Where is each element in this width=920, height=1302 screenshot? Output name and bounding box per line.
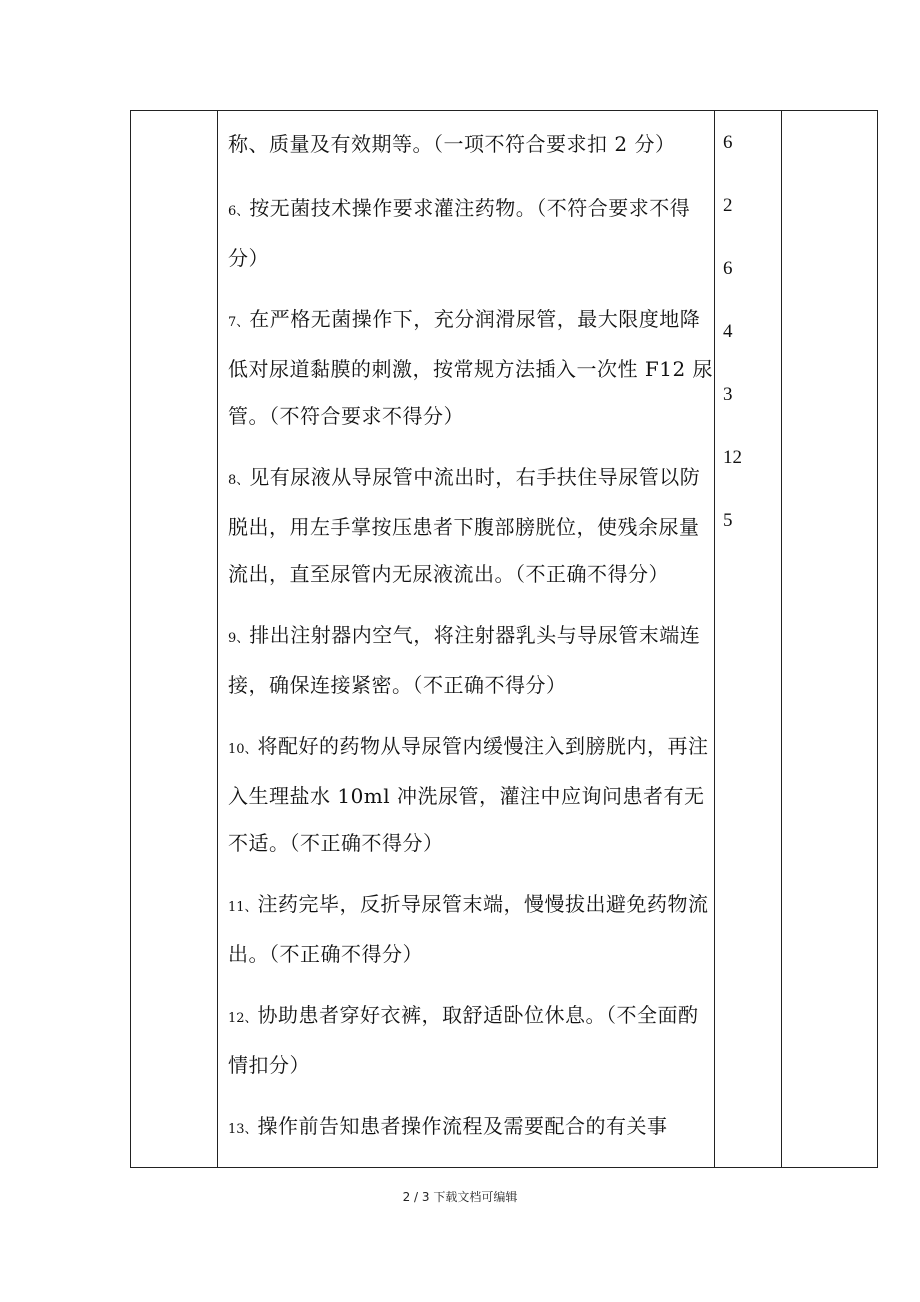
score-value: 4	[723, 321, 733, 342]
score-list	[715, 111, 781, 562]
category-cell	[131, 111, 218, 1168]
criteria-item: 11、注药完毕，反折导尿管末端，慢慢拔出避免药物流出。（不正确不得分）	[228, 892, 709, 966]
criteria-item: 10、将配好的药物从导尿管内缓慢注入到膀胱内，再注入生理盐水 10ml 冲洗尿管，灌注中应询问患者有无不适。（不正确不得分）	[228, 734, 709, 855]
table-row	[131, 111, 878, 1168]
scoring-table	[130, 110, 878, 1168]
criteria-item: 6、按无菌技术操作要求灌注药物。（不符合要求不得分）	[228, 196, 691, 270]
score-value: 6	[723, 132, 733, 153]
score-value: 5	[723, 510, 733, 531]
score-cell	[715, 111, 782, 1168]
criteria-cell	[218, 111, 715, 1168]
score-value: 12	[723, 447, 742, 468]
criteria-item: 12、协助患者穿好衣裤，取舒适卧位休息。（不全面酌情扣分）	[228, 1003, 699, 1077]
criteria-item: 8、见有尿液从导尿管中流出时，右手扶住导尿管以防脱出，用左手掌按压患者下腹部膀胱位，使残余尿量流出，直至尿管内无尿液流出。（不正确不得分）	[228, 465, 701, 586]
criteria-item: 9、排出注射器内空气，将注射器乳头与导尿管末端连接，确保连接紧密。（不正确不得分）	[228, 623, 701, 697]
criteria-item: 称、质量及有效期等。（一项不符合要求扣 2 分）	[228, 132, 676, 156]
score-value: 3	[723, 384, 733, 405]
page-footer: 2 / 3 下载文档可编辑	[402, 1190, 518, 1204]
criteria-item: 13、操作前告知患者操作流程及需要配合的有关事	[228, 1114, 668, 1138]
score-value: 2	[723, 195, 733, 216]
criteria-list	[218, 111, 714, 1153]
remarks-cell	[782, 111, 878, 1168]
criteria-item: 7、在严格无菌操作下，充分润滑尿管，最大限度地降低对尿道黏膜的刺激，按常规方法插入一次性 F12 尿管。（不符合要求不得分）	[228, 307, 714, 428]
score-value: 6	[723, 258, 733, 279]
